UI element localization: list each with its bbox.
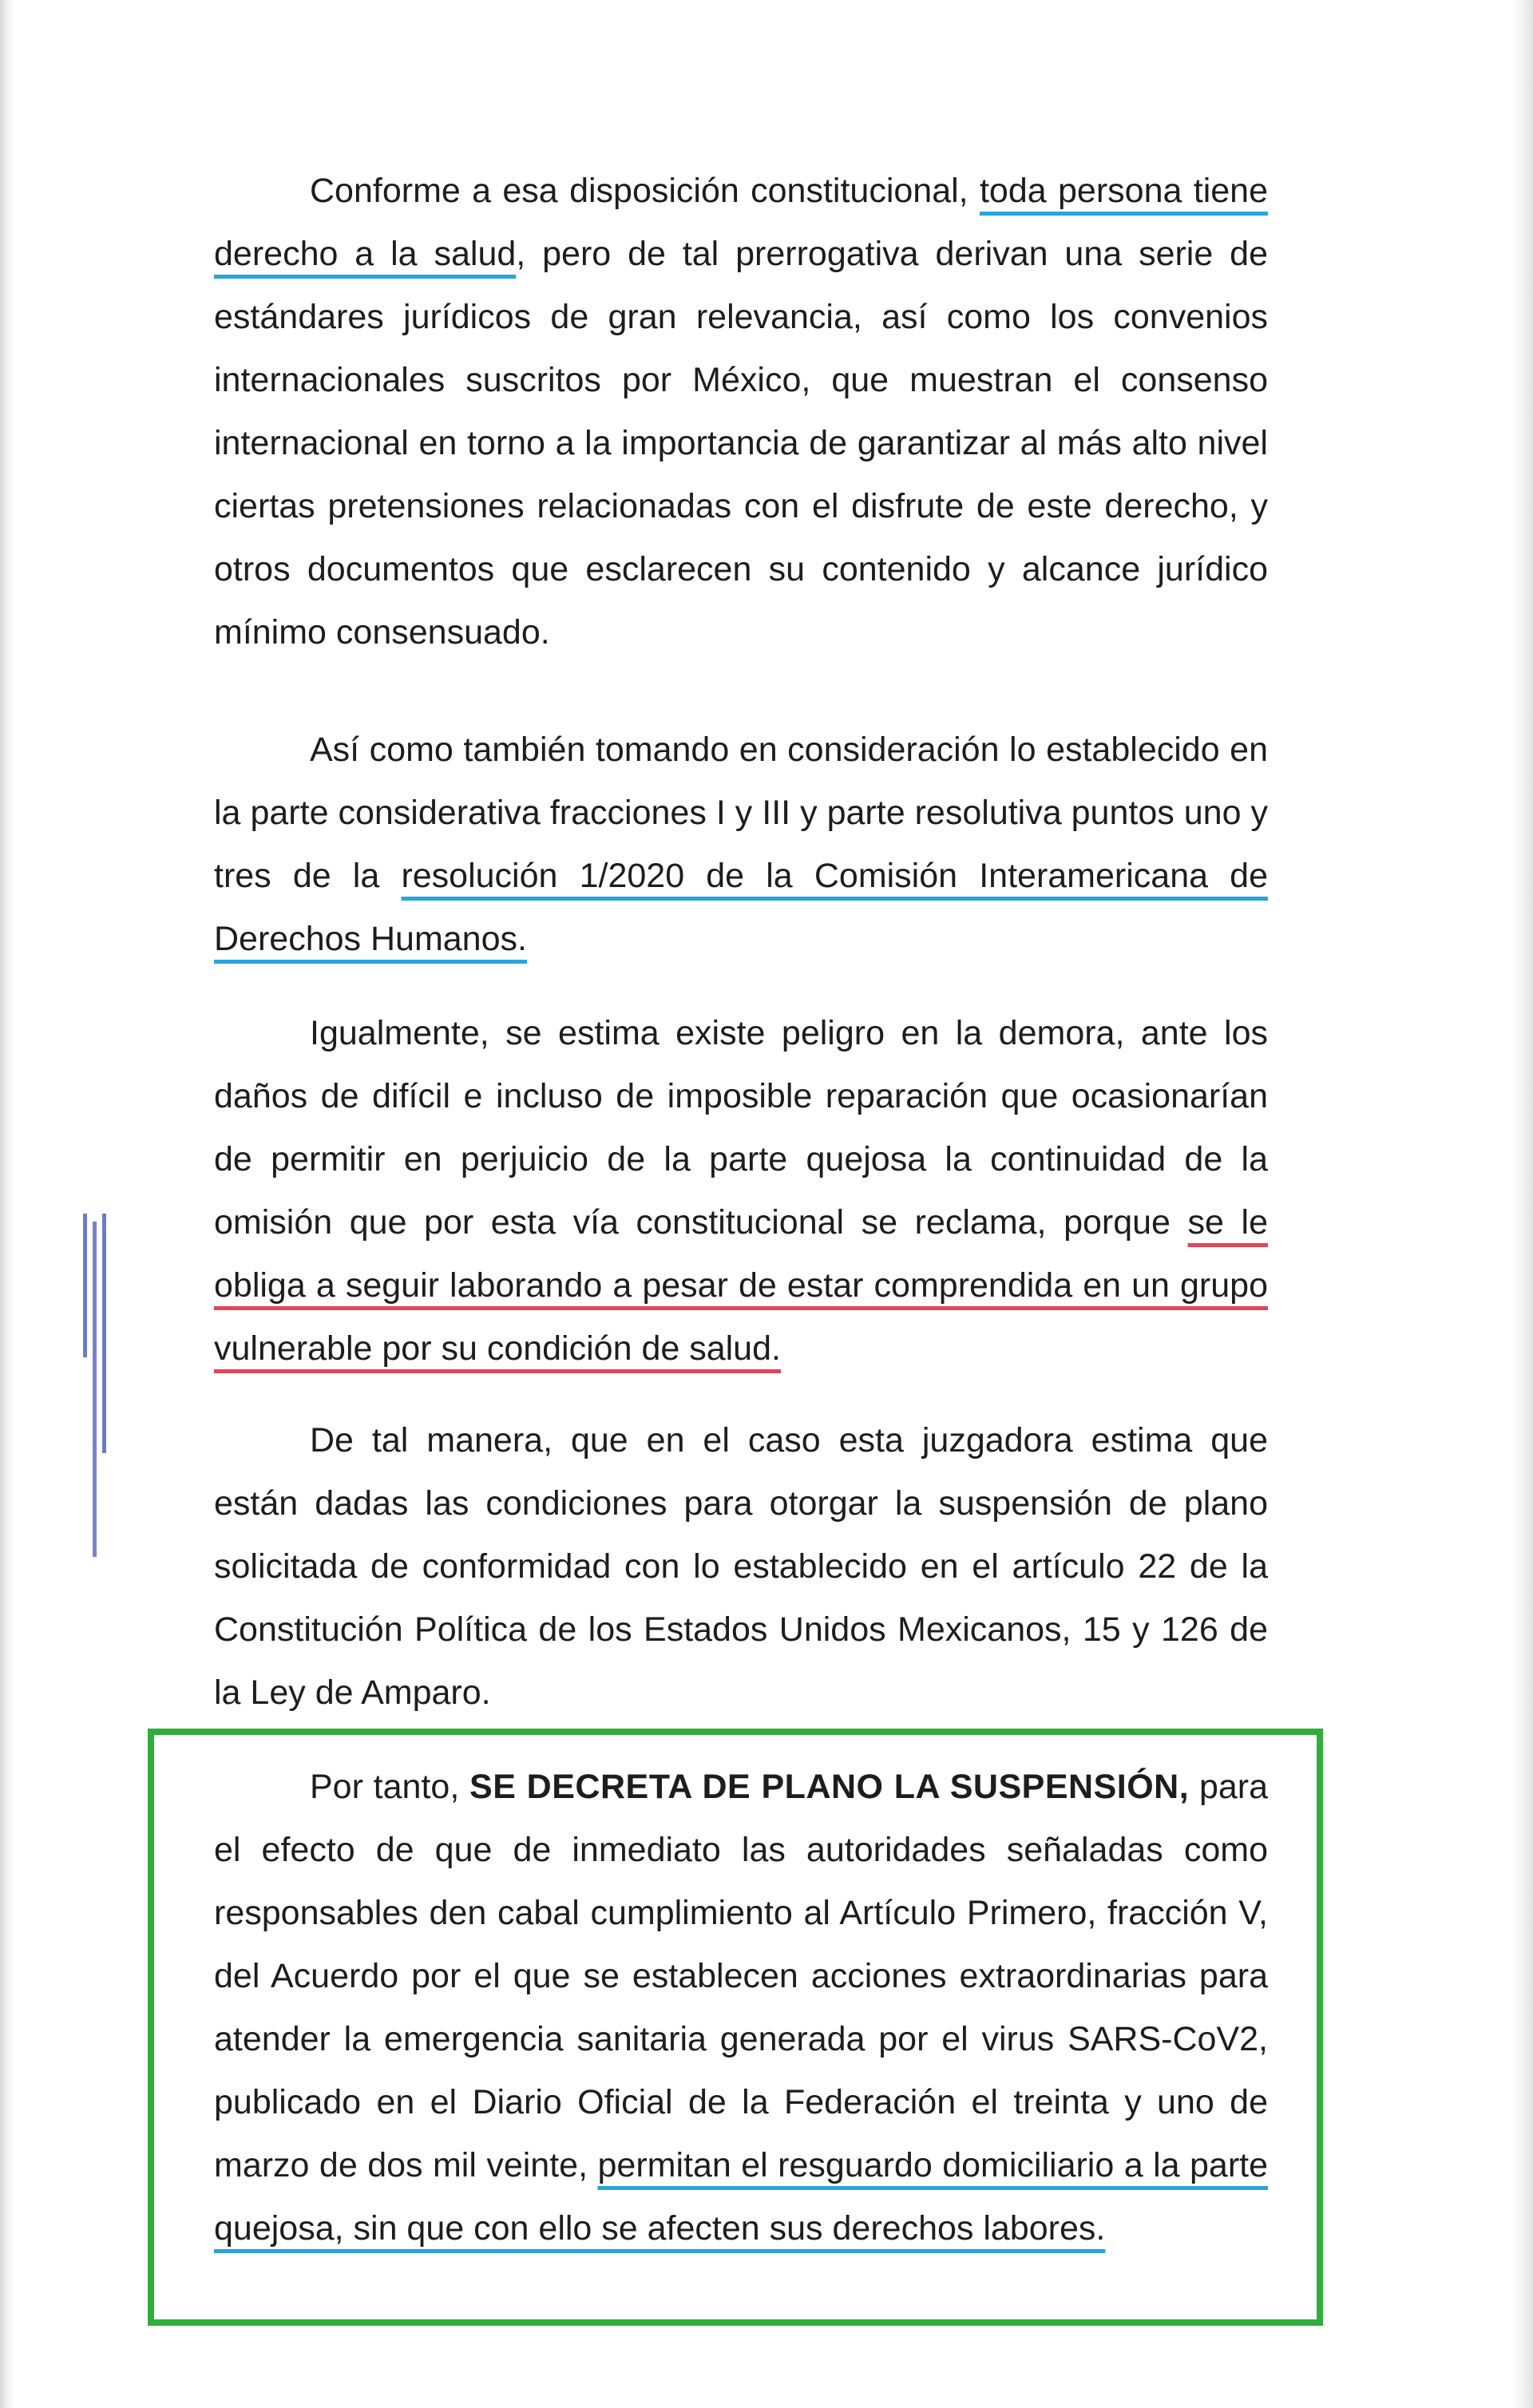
paragraph-p3 <box>214 1002 1268 1380</box>
paragraph-resolution <box>214 1756 1268 2260</box>
paragraph-text: , pero de tal prerrogativa derivan una serie de estándares jurídicos de gran relevancia, así como los convenios internacionales suscritos por México, que muestran el consenso internacional en torno a la importancia de garantizar al más alto nivel ciertas pretensiones relacionadas con el disfrute de este derecho, y otros documentos que esclarecen su contenido y alcance jurídico mínimo consensuado. <box>214 235 1268 652</box>
paragraph-text: Por tanto, <box>310 1768 470 1806</box>
paragraph-text: Así como también tomando en consideración lo establecido en la parte considerativa fracciones I y III y parte resolutiva puntos uno y tres de la <box>214 731 1268 895</box>
paragraph-text: Conforme a esa disposición constitucional, <box>310 172 980 210</box>
paragraph-p2 <box>214 719 1268 971</box>
paragraph-text: para el efecto de que de inmediato las autoridades señaladas como responsables den cabal cumplimiento al Artículo Primero, fracción V, del Acuerdo por el que se establecen acciones extraordinarias para atender la emergencia sanitaria generada por el virus SARS-CoV2, publicado en el Diario Oficial de la Federación el treinta y uno de marzo de dos mil veinte, <box>214 1768 1269 2184</box>
paragraph-text-bold: SE DECRETA DE PLANO LA SUSPENSIÓN, <box>469 1768 1190 1806</box>
page-edge-right <box>1512 0 1533 2408</box>
paragraph-text: De tal manera, que en el caso esta juzgadora estima que están dadas las condiciones para otorgar la suspensión de plano solicitada de conformidad con lo establecido en el artículo 22 de la Constitución Política de los Estados Unidos Mexicanos, 15 y 126 de la Ley de Amparo. <box>214 1421 1268 1712</box>
paragraph-p1 <box>214 160 1268 664</box>
paragraph-p4 <box>214 1409 1268 1725</box>
page-edge-left <box>0 0 14 2408</box>
paragraph-text: Igualmente, se estima existe peligro en la demora, ante los daños de difícil e incluso de imposible reparación que ocasionarían de permitir en perjuicio de la parte quejosa la continuidad de la omisión que por esta vía constitucional se reclama, porque <box>214 1014 1268 1242</box>
paragraph-text-underline-blue: permitan el resguardo domiciliario a la parte quejosa, sin que con ello se afecten sus derechos labores. <box>214 2146 1269 2248</box>
paragraph-text-underline-blue: toda persona tiene derecho a la salud <box>214 172 1268 273</box>
paragraph-text-underline-red: se le obliga a seguir laborando a pesar de estar comprendida en un grupo vulnerable por su condición de salud. <box>214 1203 1268 1368</box>
highlight-box <box>148 1729 1323 2326</box>
signature-stamp-icon <box>70 1214 118 1565</box>
margin-electronic-signature <box>70 1214 118 1565</box>
paragraph-text-underline-blue: resolución 1/2020 de la Comisión Interamericana de Derechos Humanos. <box>214 857 1268 958</box>
